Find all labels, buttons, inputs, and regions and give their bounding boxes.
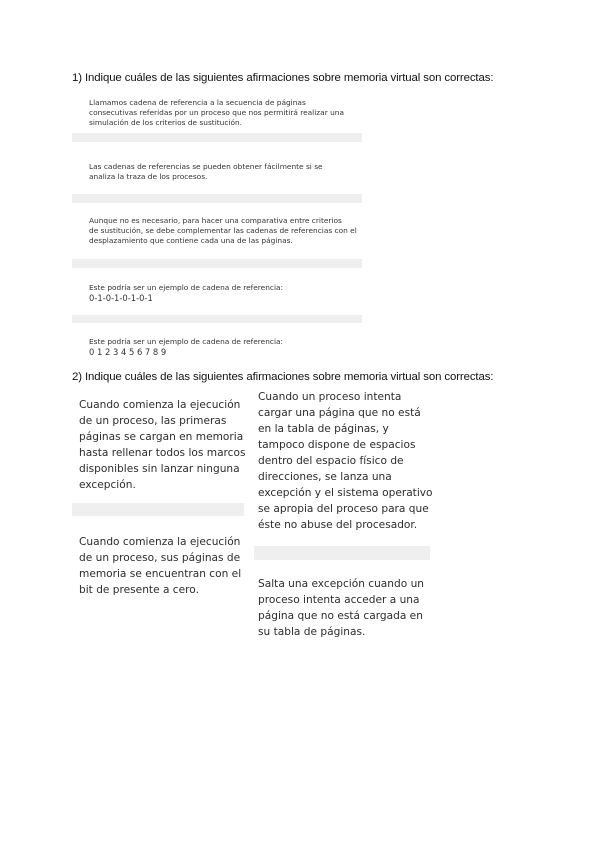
option-line: éste no abuse del procesador.: [258, 519, 418, 531]
option-line: direcciones, se lanza una: [258, 471, 392, 483]
option-line: Cuando comienza la ejecución: [79, 399, 241, 411]
option-line: en la tabla de páginas, y: [258, 423, 389, 435]
q1-option-1[interactable]: [89, 98, 344, 128]
option-line: de un proceso, las primeras: [79, 415, 227, 427]
option-separator: [72, 133, 362, 142]
option-line: tampoco dispone de espacios: [258, 439, 416, 451]
q1-option-4[interactable]: [89, 283, 283, 303]
option-line: excepción.: [79, 479, 136, 491]
option-line: página que no está cargada en: [258, 610, 423, 622]
q2-option-3[interactable]: [79, 534, 241, 598]
option-separator: [72, 194, 362, 203]
option-line: memoria se encuentran con el: [79, 568, 242, 580]
option-line: de sustitución, se debe complementar las cadenas de referencias con el: [89, 226, 357, 235]
question-1-title: 1) Indique cuáles de las siguientes afirmaciones sobre memoria virtual son correctas:: [72, 72, 494, 84]
question-2-title: 2) Indique cuáles de las siguientes afirmaciones sobre memoria virtual son correctas:: [72, 371, 494, 383]
option-line: páginas se cargan en memoria: [79, 431, 244, 443]
option-line: de un proceso, sus páginas de: [79, 552, 241, 564]
option-line: Cuando comienza la ejecución: [79, 536, 241, 548]
option-line: Cuando un proceso intenta: [258, 391, 402, 403]
option-line: consecutivas referidas por un proceso que nos permitirá realizar una: [89, 108, 344, 117]
q2-option-4[interactable]: [258, 576, 424, 640]
option-line: dentro del espacio físico de: [258, 455, 404, 467]
option-line: excepción y el sistema operativo: [258, 487, 433, 499]
option-separator: [72, 259, 362, 268]
option-line: analiza la traza de los procesos.: [89, 172, 208, 181]
option-line: hasta rellenar todos los marcos: [79, 447, 246, 459]
option-line: Este podría ser un ejemplo de cadena de referencia:: [89, 283, 284, 292]
q1-option-3[interactable]: [89, 216, 357, 246]
option-line: proceso intenta acceder a una: [258, 594, 420, 606]
option-line: su tabla de páginas.: [258, 626, 366, 638]
option-line: simulación de los criterios de sustitución.: [89, 118, 242, 127]
q1-option-5[interactable]: [89, 337, 283, 357]
option-line: 0 1 2 3 4 5 6 7 8 9: [89, 347, 167, 357]
option-line: bit de presente a cero.: [79, 584, 199, 596]
option-separator: [72, 503, 244, 516]
option-line: se apropia del proceso para que: [258, 503, 429, 515]
option-line: disponibles sin lanzar ninguna: [79, 463, 240, 475]
q1-option-2[interactable]: [89, 162, 323, 182]
option-line: Llamamos cadena de referencia a la secuencia de páginas: [89, 98, 306, 107]
option-line: Este podría ser un ejemplo de cadena de referencia:: [89, 337, 284, 346]
option-line: desplazamiento que contiene cada una de las páginas.: [89, 236, 293, 245]
option-line: Las cadenas de referencias se pueden obtener fácilmente si se: [89, 162, 323, 171]
option-line: Salta una excepción cuando un: [258, 578, 425, 590]
option-separator: [254, 546, 430, 560]
q2-option-2[interactable]: [258, 389, 433, 533]
option-separator: [72, 315, 362, 323]
q2-option-1[interactable]: [79, 397, 246, 493]
option-line: cargar una página que no está: [258, 407, 421, 419]
option-line: Aunque no es necesario, para hacer una comparativa entre criterios: [89, 216, 342, 225]
option-line: 0-1-0-1-0-1-0-1: [89, 293, 153, 303]
